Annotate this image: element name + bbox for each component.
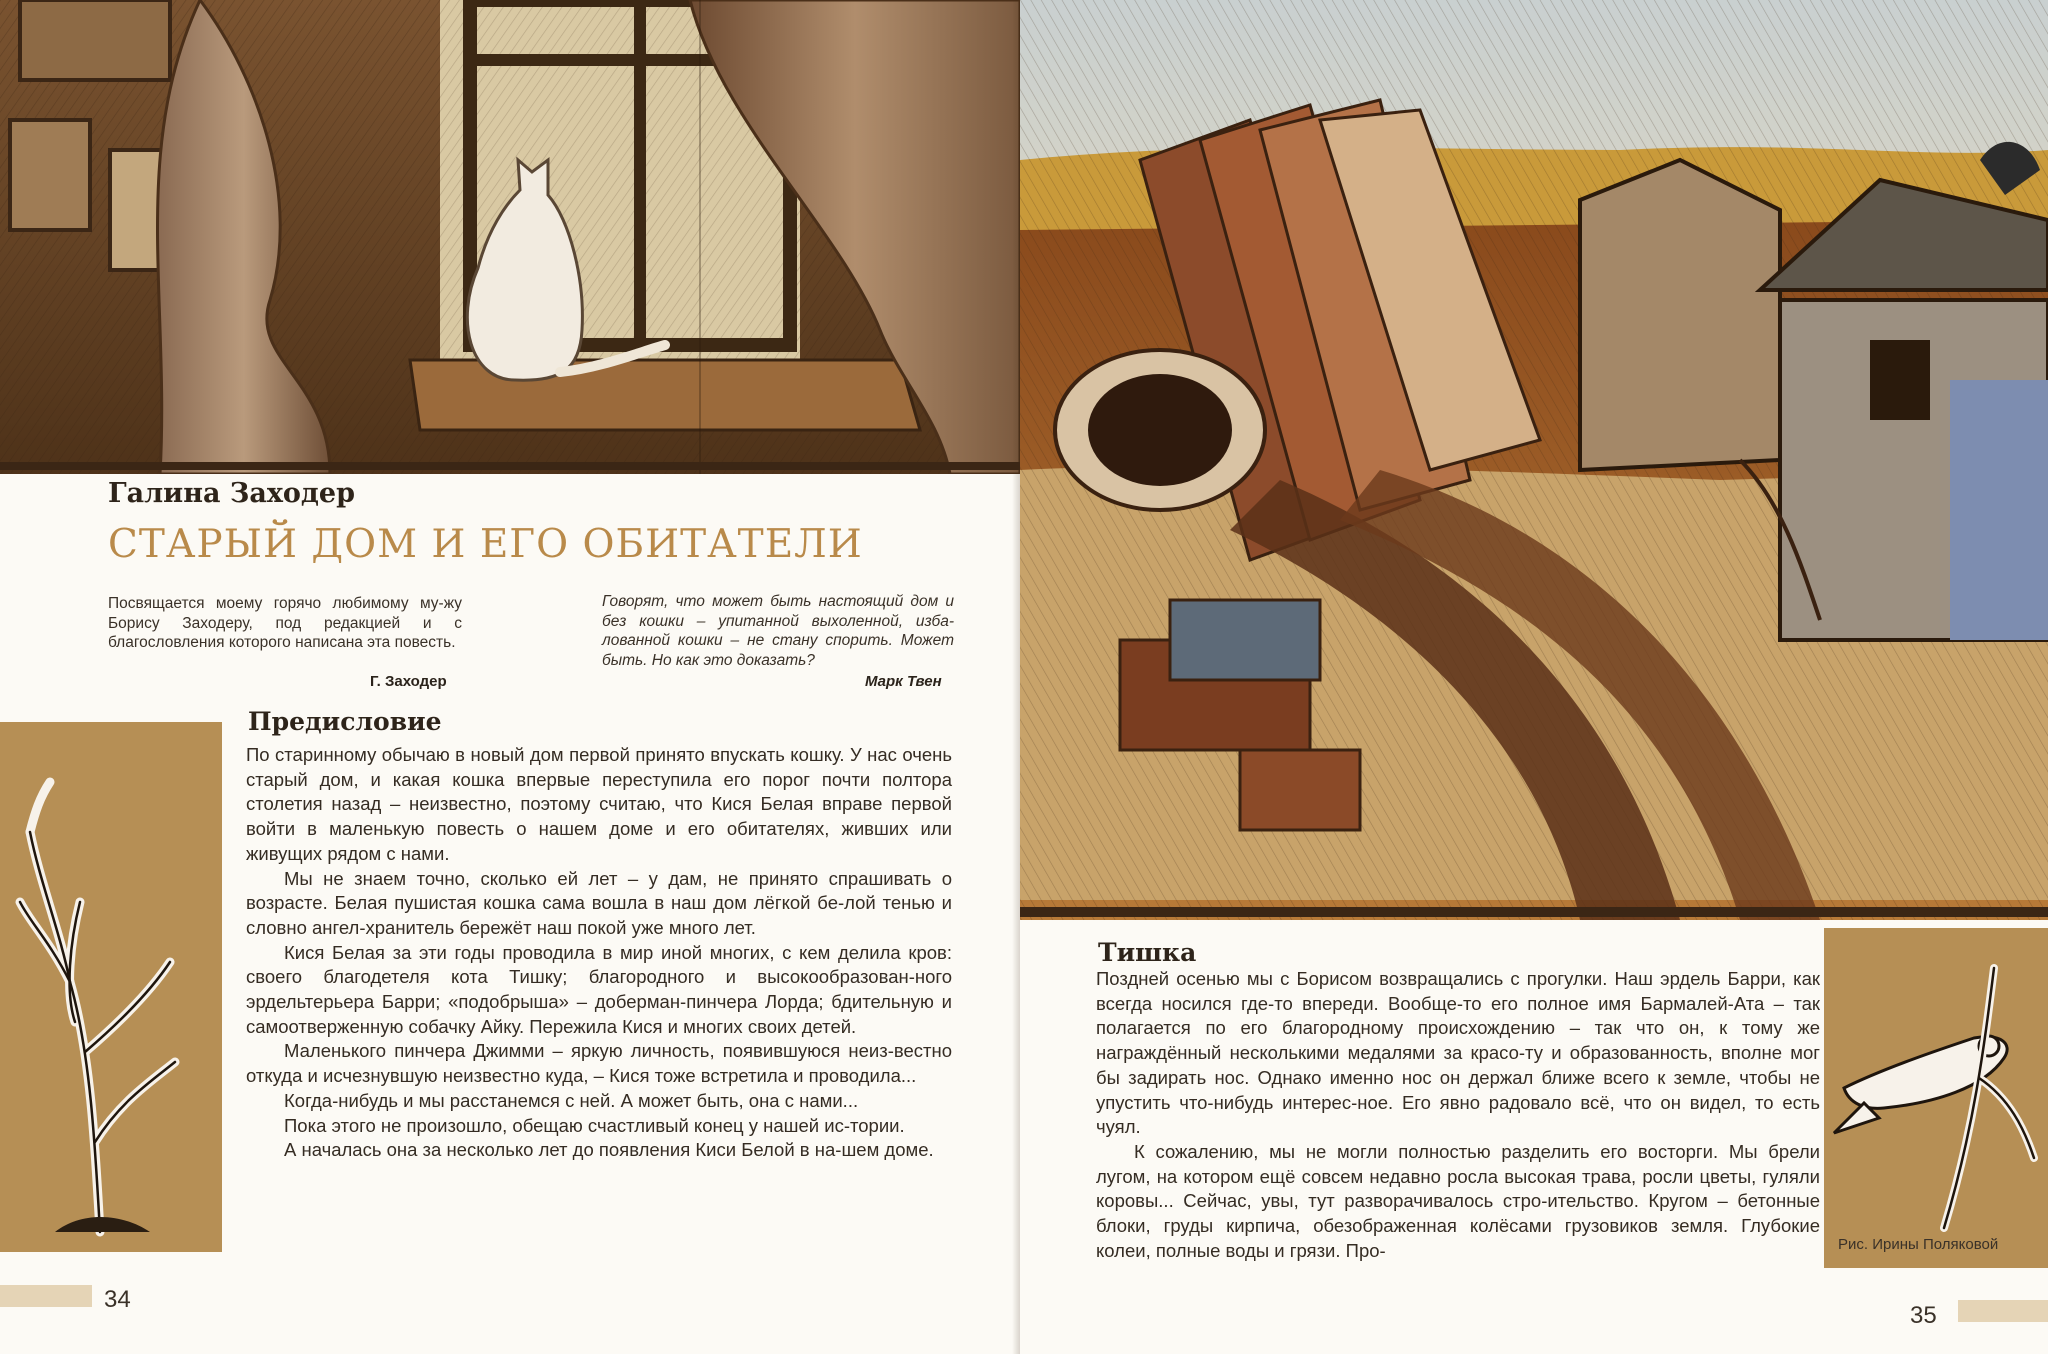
preface-paragraph: По старинному обычаю в новый дом первой принято впускать кошку. У нас очень старый дом, и какая кошка впервые переступила его порог почти полтора столетия назад – неизвестно, поэтому считаю, что Кися Белая вправе первой войти в маленькую повесть о нашем доме и его обитателях, живших или живущих рядом с нами.	[246, 744, 952, 864]
section-title-preface: Предисловие	[248, 707, 442, 736]
section-title-tishka: Тишка	[1098, 938, 1197, 967]
preface-paragraph: Когда-нибудь и мы расстанемся с ней. А может быть, она с нами...	[284, 1089, 859, 1111]
bare-tree-icon	[0, 722, 222, 1252]
preface-paragraph: Маленького пинчера Джимми – яркую личность, появившуюся неиз-вестно откуда и исчезнувшую неизвестно куда, – Кися тоже встретила и проводила...	[246, 1040, 952, 1087]
epigraph-quote-signature: Марк Твен	[865, 673, 942, 690]
illustration-construction-site	[1020, 0, 2048, 920]
story-title: СТАРЫЙ ДОМ И ЕГО ОБИТАТЕЛИ	[108, 522, 863, 567]
preface-paragraph: А началась она за несколько лет до появления Киси Белой в на-шем доме.	[284, 1139, 934, 1161]
epigraph-quote: Говорят, что может быть настоящий дом и без кошки – упитанной выхоленной, изба-лованной кошки – не стану спорить. Может быть. Но как это доказать?	[602, 593, 954, 669]
author-name: Галина Заходер	[108, 478, 355, 509]
right-decor-panel	[1824, 928, 2048, 1268]
left-decor-panel	[0, 722, 222, 1252]
illustration-credit: Рис. Ирины Поляковой	[1838, 1236, 1999, 1253]
epigraph-dedication: Посвящается моему горячо любимому му-жу Борису Заходеру, под редакцией и с благословления которого написана эта повесть.	[108, 595, 462, 651]
page-band-right	[1958, 1300, 2048, 1322]
page-band-left	[0, 1285, 92, 1307]
tishka-paragraph: Поздней осенью мы с Борисом возвращались с прогулки. Наш эрдель Барри, как всегда носился где-то впереди. Вообще-то его полное имя Бармалей-Ата – так полагается по его благородному происхождению – так что он, к тому же награждённый несколькими медалями за красо-ту и образованность, вполне мог бы задирать нос. Однако именно нос он держал ближе всего к земле, чтобы не упустить что-нибудь интерес-ное. Его явно радовало всё, что он видел, то есть чуял.	[1096, 968, 1820, 1138]
bird-on-branch-icon	[1824, 928, 2048, 1268]
left-page	[0, 0, 1020, 1354]
epigraph-dedication-signature: Г. Заходер	[370, 673, 447, 690]
preface-body	[246, 743, 952, 1163]
right-page	[1020, 0, 2048, 1354]
illustration-cat-window	[0, 0, 1020, 474]
page-number-left: 34	[104, 1286, 131, 1313]
preface-paragraph: Пока этого не произошло, обещаю счастливый конец у нашей ис-тории.	[284, 1114, 905, 1136]
preface-paragraph: Мы не знаем точно, сколько ей лет – у дам, не принято спрашивать о возрасте. Белая пушистая кошка сама вошла в наш дом лёгкой бе-лой тенью и словно ангел-хранитель бережёт наш покой уже много лет.	[246, 867, 952, 938]
page-number-right: 35	[1910, 1302, 1937, 1329]
tishka-body	[1096, 967, 1820, 1263]
tishka-paragraph: К сожалению, мы не могли полностью разделить его восторги. Мы брели лугом, на котором ещё совсем недавно росла высокая трава, росли цветы, гуляли коровы... Сейчас, увы, тут разворачивалось стро-ительство. Кругом – бетонные блоки, груды кирпича, обезображенная колёсами грузовиков земля. Глубокие колеи, полные воды и грязи. Про-	[1096, 1140, 1820, 1261]
preface-paragraph: Кися Белая за эти годы проводила в мир иной многих, с кем делила кров: своего благодетеля кота Тишку; благородного и высокообразован-ного эрдельтерьера Барри; «подобрыша» – доберман-пинчера Лорда; бдительную и самоотверженную собачку Айку. Пережила Кися и многих своих детей.	[246, 941, 952, 1037]
